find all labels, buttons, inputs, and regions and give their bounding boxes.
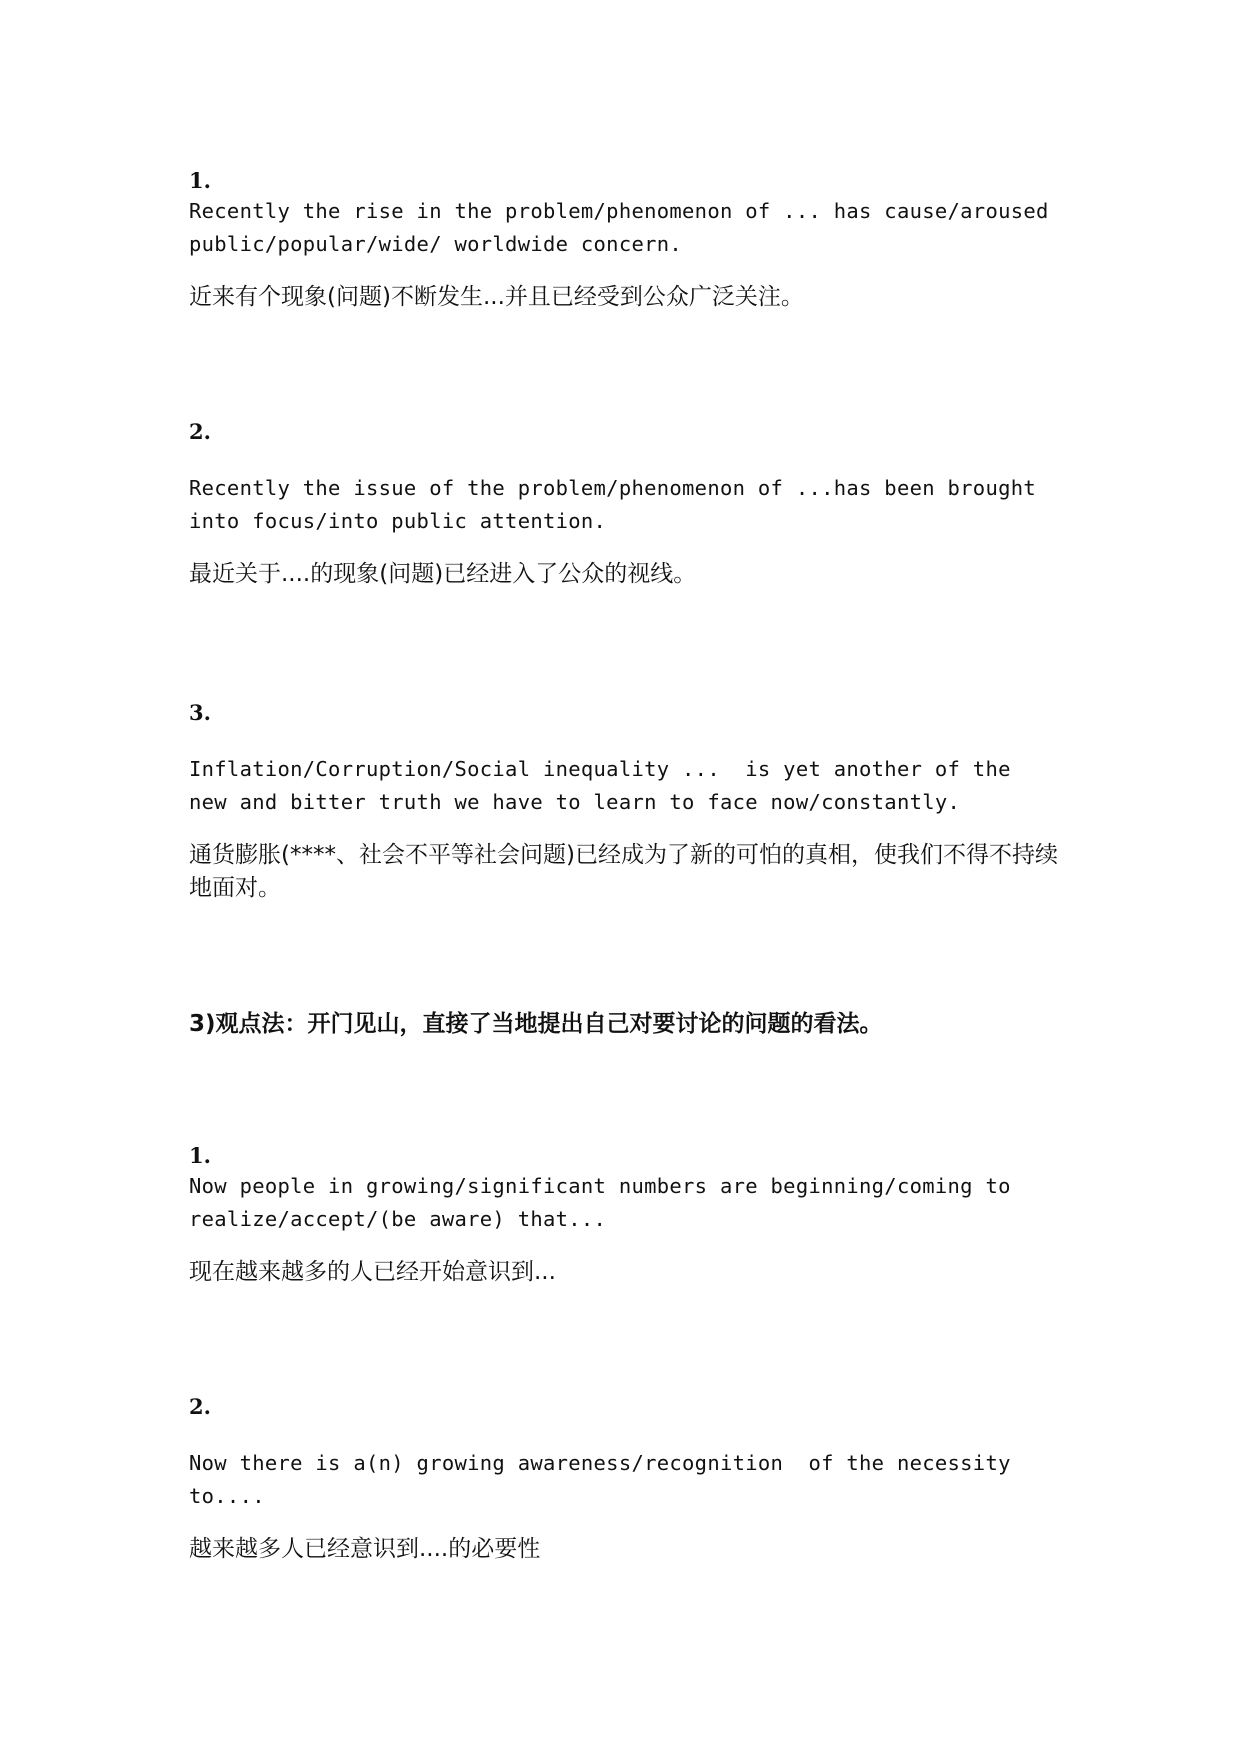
english-sentence: Now there is a(n) growing awareness/recognition of the necessity to....: [189, 1451, 1024, 1508]
chinese-translation: 最近关于....的现象(问题)已经进入了公众的视线。: [189, 561, 697, 587]
phrase-item-5: [189, 1394, 1059, 1566]
phrase-item-2: [189, 419, 1059, 591]
phrase-item-4: [189, 1143, 1059, 1289]
chinese-translation: 近来有个现象(问题)不断发生...并且已经受到公众广泛关注。: [189, 284, 804, 310]
english-sentence: Now people in growing/significant numbers are beginning/coming to realize/accept/(be aware) that...: [189, 1174, 1024, 1231]
phrase-item-3: [189, 700, 1059, 905]
chinese-translation: 现在越来越多的人已经开始意识到...: [189, 1259, 556, 1285]
english-sentence: Recently the issue of the problem/phenomenon of ...has been brought into focus/into public attention.: [189, 476, 1049, 533]
english-sentence: Inflation/Corruption/Social inequality ... is yet another of the new and bitter truth we have to learn to face now/constantly.: [189, 757, 1024, 814]
item-number: 2.: [189, 1394, 211, 1419]
item-number: 3.: [189, 700, 211, 725]
chinese-translation: 越来越多人已经意识到....的必要性: [189, 1536, 541, 1562]
chinese-translation: 通货膨胀(****、社会不平等社会问题)已经成为了新的可怕的真相，使我们不得不持续地面对。: [189, 842, 1058, 901]
item-number: 2.: [189, 419, 211, 444]
phrase-item-1: [189, 168, 1062, 314]
item-number: 1.: [189, 1143, 211, 1168]
item-number: 1.: [189, 168, 211, 193]
english-sentence: Recently the rise in the problem/phenomenon of ... has cause/aroused public/popular/wide/ worldwide concern.: [189, 199, 1062, 256]
section-heading-block: [189, 1009, 1059, 1039]
section-heading: 3)观点法：开门见山，直接了当地提出自己对要讨论的问题的看法。: [189, 1011, 883, 1037]
